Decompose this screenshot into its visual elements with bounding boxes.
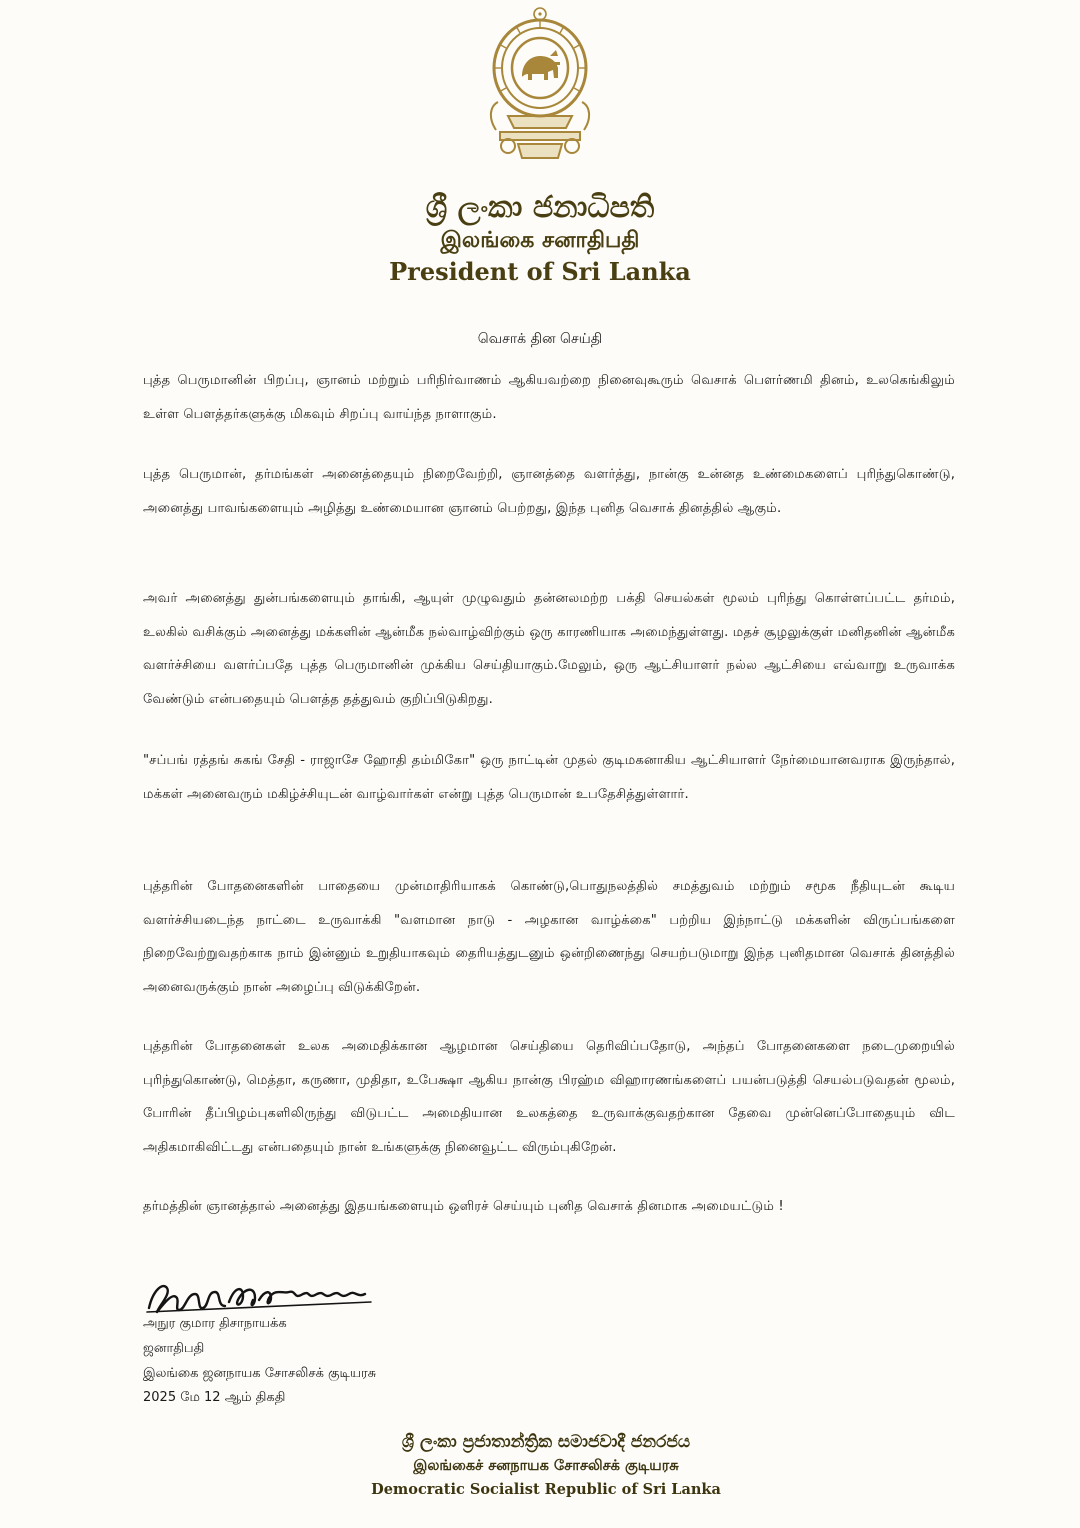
signer-name: அநுர குமார திசாநாயக்க <box>143 1316 287 1331</box>
letterhead-title-english: President of Sri Lanka <box>389 257 691 286</box>
footer-sinhala: ශ්‍රී ලංකා ප්‍රජාතාන්ත්‍රික සමාජවාදී ජනරජය <box>401 1432 691 1452</box>
message-paragraph: புத்தரின் போதனைகளின் பாதையை முன்மாதிரியாகக் கொண்டு,பொதுநலத்தில் சமத்துவம் மற்றும் சமூக நீதியுடன் கூடிய வளர்ச்சியடைந்த நாட்டை உருவாக்கி "வளமான நாடு - அழகான வாழ்க்கை" பற்றிய இந்நாட்டு மக்களின் விருப்பங்களை நிறைவேற்றுவதற்காக நாம் இன்னும் உறுதியாகவும் தைரியத்துடனும் ஒன்றிணைந்து செயற்படுமாறு இந்த புனிதமான வெசாக் தினத்தில் அனைவருக்கும் நான் அழைப்பு விடுக்கிறேன். <box>143 879 955 995</box>
letterhead-title-sinhala: ශ්‍රී ලංකා ජනාධිපති <box>425 190 655 225</box>
message-paragraph: "சப்பங் ரத்தங் சுகங் சேதி - ராஜாசே ஹோதி தம்மிகோ" ஒரு நாட்டின் முதல் குடிமகனாகிய ஆட்சியாளர் நேர்மையானவராக இருந்தால், மக்கள் அனைவரும் மகிழ்ச்சியுடன் வாழ்வார்கள் என்று புத்த பெருமான் உபதேசித்துள்ளார். <box>143 753 955 802</box>
message-paragraph: அவர் அனைத்து துன்பங்களையும் தாங்கி, ஆயுள் முழுவதும் தன்னலமற்ற பக்தி செயல்கள் மூலம் புரிந்து கொள்ளப்பட்ட தர்மம், உலகில் வசிக்கும் அனைத்து மக்களின் ஆன்மீக நல்வாழ்விற்கும் ஒரு காரணியாக அமைந்துள்ளது. மதச் சூழலுக்குள் மனிதனின் ஆன்மீக வளர்ச்சியை வளர்ப்பதே புத்த பெருமானின் முக்கிய செய்தியாகும்.மேலும், ஒரு ஆட்சியாளர் நல்ல ஆட்சியை எவ்வாறு உருவாக்க வேண்டும் என்பதையும் பௌத்த தத்துவம் குறிப்பிடுகிறது. <box>143 591 955 707</box>
message-title: வெசாக் தின செய்தி <box>477 331 603 347</box>
message-paragraph: புத்த பெருமானின் பிறப்பு, ஞானம் மற்றும் பரிநிர்வாணம் ஆகியவற்றை நினைவுகூரும் வெசாக் பௌர்ணமி தினம், உலகெங்கிலும் உள்ள பௌத்தர்களுக்கு மிகவும் சிறப்பு வாய்ந்த நாளாகும். <box>143 373 955 422</box>
letterhead-title-tamil: இலங்கை சனாதிபதி <box>440 228 640 253</box>
handwritten-signature <box>143 1272 378 1322</box>
sri-lanka-state-emblem-icon <box>486 6 594 166</box>
message-paragraph: புத்தரின் போதனைகள் உலக அமைதிக்கான ஆழமான செய்தியை தெரிவிப்பதோடு, அந்தப் போதனைகளை நடைமுறையில் புரிந்துகொண்டு, மெத்தா, கருணா, முதிதா, உபேக்ஷா ஆகிய நான்கு பிரஹ்ம விஹாரணங்களைப் பயன்படுத்தி செயல்படுவதன் மூலம், போரின் தீப்பிழம்புகளிலிருந்து விடுபட்ட அமைதியான உலகத்தை உருவாக்குவதற்கான தேவை முன்னெப்போதையும் விட அதிகமாகிவிட்டது என்பதையும் நான் உங்களுக்கு நினைவூட்ட விரும்புகிறேன். <box>143 1039 955 1155</box>
footer-english: Democratic Socialist Republic of Sri Lanka <box>371 1481 721 1498</box>
letter-date: 2025 மே 12 ஆம் திகதி <box>143 1390 286 1405</box>
signer-position: ஜனாதிபதி <box>143 1341 205 1356</box>
signer-country: இலங்கை ஜனநாயக சோசலிசக் குடியரசு <box>143 1366 377 1381</box>
message-paragraph: தர்மத்தின் ஞானத்தால் அனைத்து இதயங்களையும் ஒளிரச் செய்யும் புனித வெசாக் தினமாக அமையட்டும் ! <box>143 1199 784 1214</box>
message-paragraph: புத்த பெருமான், தர்மங்கள் அனைத்தையும் நிறைவேற்றி, ஞானத்தை வளர்த்து, நான்கு உன்னத உண்மைகளைப் புரிந்துகொண்டு, அனைத்து பாவங்களையும் அழித்து உண்மையான ஞானம் பெற்றது, இந்த புனித வெசாக் தினத்தில் ஆகும். <box>143 467 955 516</box>
footer-tamil: இலங்கைச் சனநாயக சோசலிசக் குடியரசு <box>413 1458 679 1474</box>
